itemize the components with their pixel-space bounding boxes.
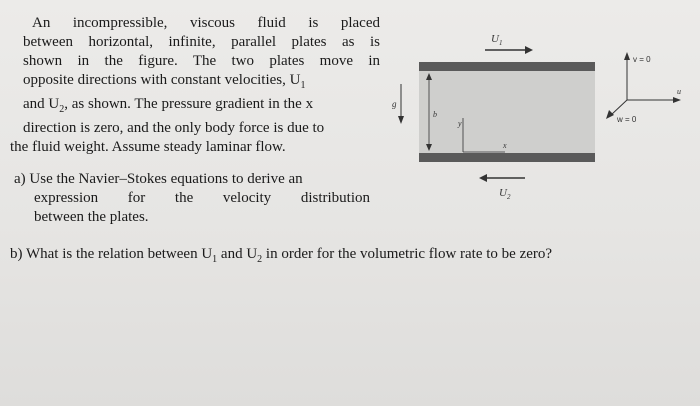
y-axis-label: y (458, 119, 462, 128)
intro-line-4 (10, 71, 380, 95)
part-b-u2-sub: 2 (257, 254, 263, 265)
intro-line-5b: , as shown. The pressure gradient in the x (64, 96, 314, 112)
intro-line-7: the fluid weight. Assume steady laminar flow. (10, 139, 286, 155)
intro-line-4-text: opposite directions with constant velocities, U (23, 72, 301, 88)
w-equals-zero: w = 0 (617, 115, 637, 124)
fluid-layer (419, 71, 595, 153)
bottom-plate (419, 153, 595, 162)
part-b-label: b) (10, 246, 23, 262)
part-a-label: a) (14, 171, 26, 187)
gap-label: b (433, 110, 437, 119)
intro-line-3: shown in the figure. The two plates move in (23, 53, 380, 69)
parallel-plates-figure (385, 18, 695, 218)
part-a-text-1: Use the Navier–Stokes equations to derive an (29, 171, 303, 187)
w-component-line (611, 100, 627, 115)
top-velocity-label: $U_1$ (491, 33, 503, 47)
v-equals-zero: v = 0 (633, 55, 651, 64)
gravity-arrowhead (398, 116, 404, 124)
part-b-post: in order for the volumetric flow rate to be zero? (262, 246, 553, 262)
u1-subscript: 1 (300, 80, 306, 91)
part-b-u1-sub: 1 (212, 254, 218, 265)
part-b-mid: and U (217, 246, 258, 262)
intro-line-5a: and U (23, 96, 60, 112)
part-a (14, 170, 384, 227)
part-b (10, 245, 700, 269)
part-b-pre: What is the relation between U (25, 246, 213, 262)
top-plate (419, 62, 595, 71)
gravity-label: g (392, 99, 397, 109)
intro-line-6: direction is zero, and the only body force is due to (23, 120, 325, 136)
problem-statement (10, 14, 380, 157)
intro-line-2: between horizontal, infinite, parallel plates as is (23, 34, 380, 50)
bottom-velocity-label: $U_2$ (499, 187, 511, 201)
u-arrowhead (673, 97, 681, 103)
u2-subscript: 2 (59, 104, 65, 115)
part-a-line-1 (14, 170, 384, 189)
top-arrowhead (525, 46, 533, 54)
bottom-arrowhead (479, 174, 487, 182)
x-axis-label: x (503, 141, 507, 150)
w-arrowhead (606, 110, 614, 119)
intro-line-1: An incompressible, viscous fluid is placed (32, 15, 380, 31)
v-arrowhead (624, 52, 630, 60)
part-b-text (25, 246, 553, 265)
u-label: u (677, 87, 681, 96)
intro-line-5 (10, 95, 380, 119)
part-a-line-2: expression for the velocity distribution (34, 190, 370, 206)
part-a-line-3: between the plates. (34, 209, 149, 225)
plates-diagram (385, 18, 695, 218)
